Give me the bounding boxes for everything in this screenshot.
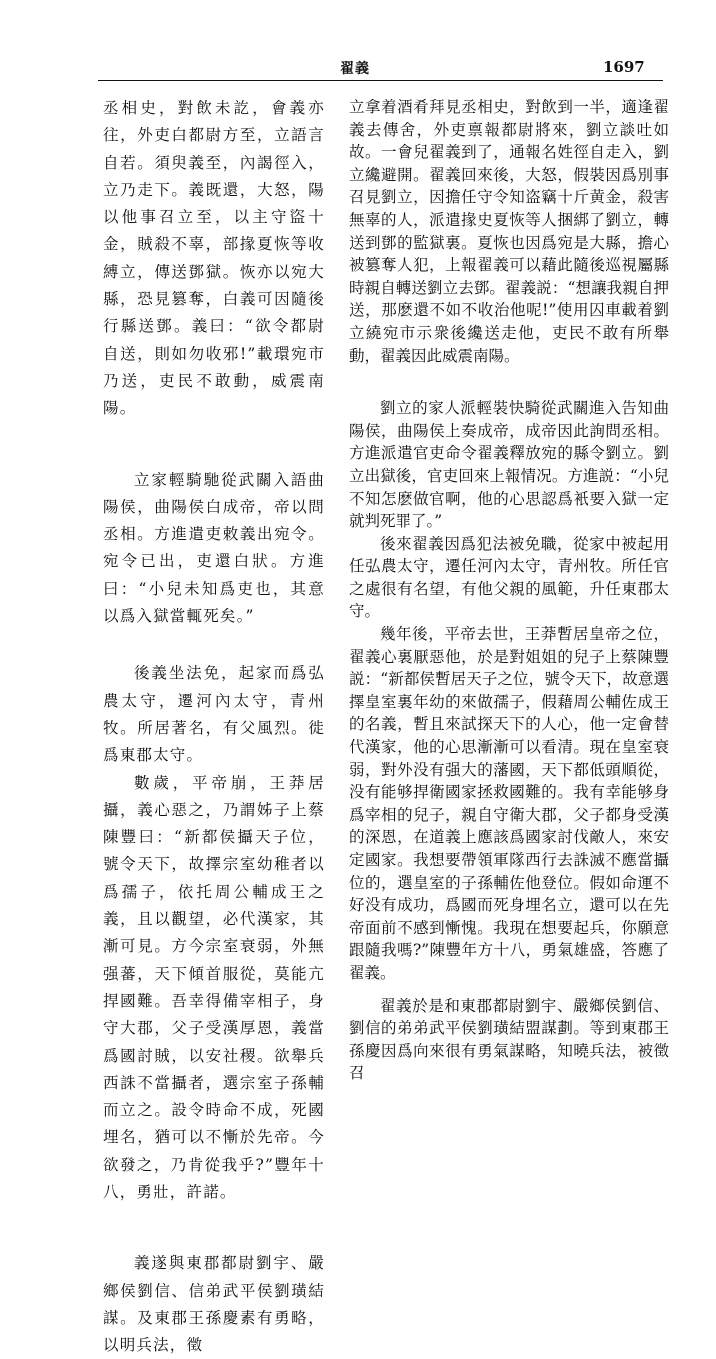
- page-number: 1697: [603, 58, 645, 76]
- translation-paragraph: 劉立的家人派輕裝快騎從武關進入告知曲陽侯，曲陽侯上奏成帝，成帝因此詢問丞相。方進派遣官吏命令翟義釋放宛的縣令劉立。劉立出獄後，官吏回來上報情况。方進説：“小兒不知怎麽做官啊，他的心思認爲衹要入獄一定就判死罪了。”: [349, 399, 669, 531]
- paragraph-gap: [103, 630, 325, 660]
- classical-paragraph: 後義坐法免，起家而爲弘農太守，遷河內太守，青州牧。所居著名，有父風烈。徙爲東郡太守。: [103, 664, 325, 765]
- translation-paragraph: 幾年後，平帝去世，王莽暫居皇帝之位，翟義心裏厭惡他，於是對姐姐的兒子上蔡陳豐説：“新都侯暫居天子之位，號令天下，故意選擇皇室裏年幼的來做孺子，假藉周公輔佐成王的名義，暫且來試探天下的人心，他一定會替代漢家，他的心思漸漸可以看清。現在皇室衰弱，對外没有强大的藩國，天下都低頭順從，没有能够捍衛國家拯救國難的。我有幸能够身爲宰相的兒子，親自守衛大郡，父子都身受漢的深恩，在道義上應該爲國家討伐敵人，來安定國家。我想要帶領軍隊西行去誅滅不應當攝位的，選皇室的子孫輔佐他登位。假如命運不好没有成功，爲國而死身埋名立，還可以在先帝面前不感到慚愧。我現在想要起兵，你願意跟隨我嗎?”陳豐年方十八，勇氣雄盛，答應了翟義。: [349, 625, 669, 982]
- paragraph-gap: [349, 985, 669, 995]
- translation-paragraph: 立拿着酒肴拜見丞相史，對飲到一半，適逢翟義去傳舍，外吏禀報都尉將來，劉立談吐如故。一會兒翟義到了，通報名姓徑自走入，劉立纔避開。翟義回來後，大怒，假裝因爲別事召見劉立，因擔任守令知盗竊十斤黄金，殺害無辜的人，派遣掾史夏恢等人捆綁了劉立，轉送到鄧的監獄裏。夏恢也因爲宛是大縣，擔心被篡奪人犯，上報翟義可以藉此隨後巡視屬縣時親自轉送劉立去鄧。翟義説：“想讓我親自押送，那麽還不如不收治他呢!”使用囚車載着劉立繞宛市示衆後纔送走他，吏民不敢有所舉動，翟義因此威震南陽。: [349, 98, 669, 365]
- translation-paragraph: 後來翟義因爲犯法被免職，從家中被起用任弘農太守，遷任河內太守，青州牧。所任官之處很有名望，有他父親的風範，升任東郡太守。: [349, 534, 669, 621]
- translation-column: [349, 96, 669, 1085]
- page-header: [0, 58, 716, 80]
- running-title: 翟義: [340, 61, 370, 77]
- header-rule: [98, 80, 663, 81]
- paragraph-gap: [103, 1206, 325, 1250]
- classical-paragraph: 義遂與東郡都尉劉宇、嚴鄉侯劉信、信弟武平侯劉璜結謀。及東郡王孫慶素有勇略，以明兵法，徵: [103, 1254, 325, 1355]
- paragraph-gap: [103, 423, 325, 467]
- classical-paragraph: 數歲，平帝崩，王莽居攝，義心惡之，乃謂姊子上蔡陳豐曰：“新都侯攝天子位，號令天下，故擇宗室幼稚者以爲孺子，依托周公輔成王之義，且以觀望，必代漢家，其漸可見。方今宗室衰弱，外無强蕃，天下傾首服從，莫能亢捍國難。吾幸得備宰相子，身守大郡，父子受漢厚恩，義當爲國討賊，以安社稷。欲舉兵西誅不當攝者，選宗室子孫輔而立之。設令時命不成，死國埋名，猶可以不慚於先帝。今欲發之，乃肯從我乎?”豐年十八，勇壯，許諾。: [103, 773, 325, 1201]
- classical-text-column: [103, 95, 325, 1359]
- paragraph-gap: [349, 367, 669, 397]
- classical-paragraph: 立家輕騎馳從武關入語曲陽侯，曲陽侯白成帝，帝以問丞相。方進遣吏敕義出宛令。宛令已出，吏還白狀。方進曰：“小兒未知爲吏也，其意以爲入獄當輒死矣。”: [103, 470, 325, 626]
- translation-paragraph: 翟義於是和東郡都尉劉宇、嚴鄉侯劉信、劉信的弟弟武平侯劉璜結盟謀劃。等到東郡王孫慶因爲向來很有勇氣謀略，知曉兵法，被徵召: [349, 996, 669, 1083]
- classical-paragraph: 丞相史，對飲未訖，會義亦往，外吏白都尉方至，立語言自若。須臾義至，內謁徑入，立乃走下。義既還，大怒，陽以他事召立至，以主守盜十金，賊殺不辜，部掾夏恢等收縛立，傳送鄧獄。恢亦以宛大縣，恐見篡奪，白義可因隨後行縣送鄧。義曰：“欲令都尉自送，則如勿收邪!”載環宛市乃送，吏民不敢動，威震南陽。: [103, 99, 325, 418]
